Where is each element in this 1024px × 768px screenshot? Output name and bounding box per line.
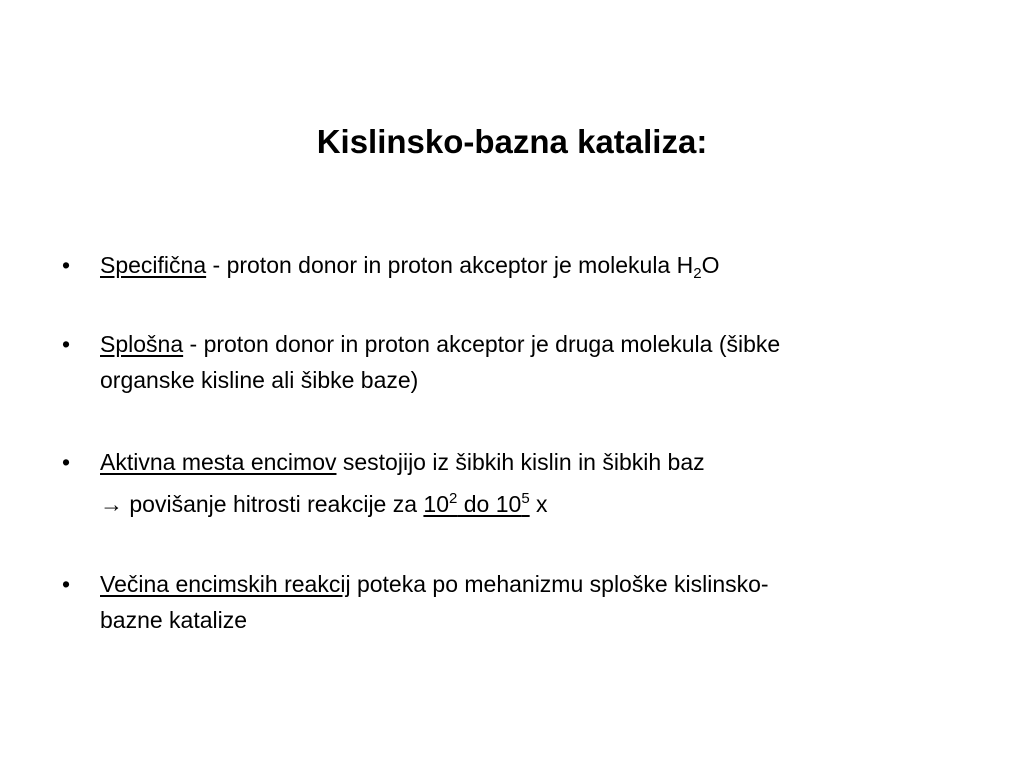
- bullet-description: sestojijo iz šibkih kislin in šibkih baz: [336, 449, 705, 475]
- rate-range: [423, 491, 529, 517]
- rate-increase-text: → povišanje hitrosti reakcije za: [100, 491, 424, 517]
- superscript: 5: [521, 490, 530, 507]
- bullet-line-1: [100, 444, 962, 480]
- bullet-marker: •: [62, 571, 71, 597]
- bullet-line-2: [100, 486, 962, 522]
- bullet-marker: •: [62, 449, 71, 475]
- bullet-marker: •: [62, 252, 71, 278]
- bullet-text: [100, 444, 962, 522]
- bullet-text: [100, 566, 962, 638]
- rate-suffix: x: [529, 491, 548, 517]
- bullet-item-active-sites: [62, 444, 962, 522]
- bullet-line-1: [100, 566, 962, 602]
- bullet-description: - proton donor in proton akceptor je druga molekula (šibke: [183, 331, 781, 357]
- range-base: 10: [423, 491, 450, 517]
- slide-title: Kislinsko-bazna kataliza:: [316, 123, 708, 160]
- bullet-line-2: organske kisline ali šibke baze): [100, 367, 419, 393]
- bullet-text: [100, 247, 962, 283]
- bullet-item-enzyme-reactions: [62, 566, 962, 638]
- range-mid: do 10: [457, 491, 522, 517]
- term-specificna: Specifična: [100, 252, 207, 278]
- term-splosna: Splošna: [100, 331, 184, 357]
- bullet-description: - proton donor in proton akceptor je molekula H: [206, 252, 694, 278]
- bullet-item-specific: [62, 247, 962, 283]
- term-vecina-reakcij: Večina encimskih reakcij: [100, 571, 351, 597]
- superscript: 2: [449, 490, 458, 507]
- bullet-text: [100, 326, 962, 398]
- subscript: 2: [693, 265, 702, 282]
- bullet-line-1: [100, 326, 962, 362]
- term-aktivna-mesta: Aktivna mesta encimov: [100, 449, 337, 475]
- bullet-description: poteka po mehanizmu sploške kislinsko-: [350, 571, 769, 597]
- bullet-item-general: [62, 326, 962, 398]
- bullet-line-2: bazne katalize: [100, 607, 248, 633]
- bullet-marker: •: [62, 331, 71, 357]
- bullet-description-tail: O: [701, 252, 720, 278]
